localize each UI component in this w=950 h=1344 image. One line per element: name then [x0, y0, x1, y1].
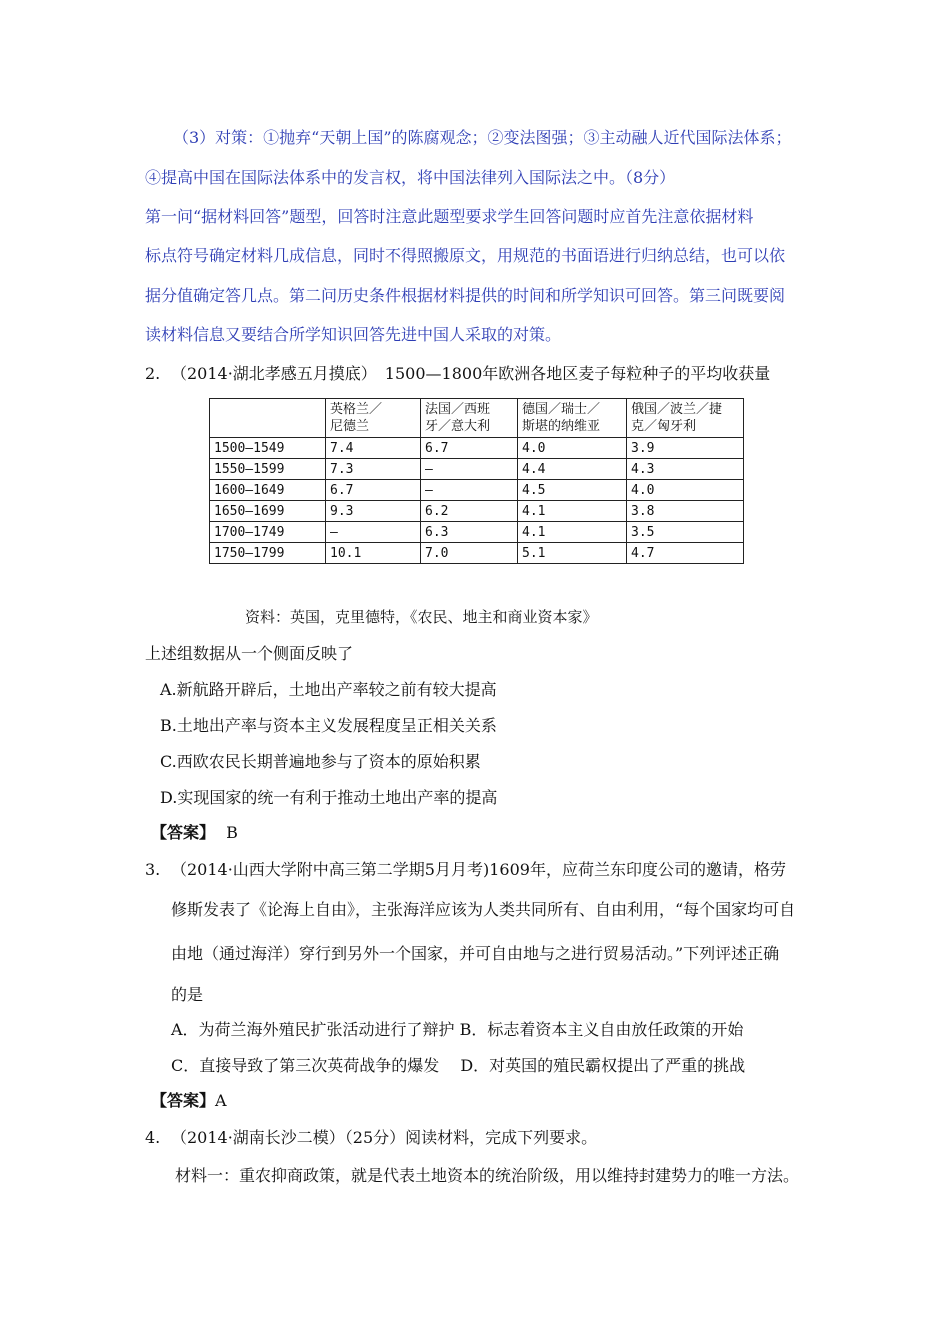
value-cell: 4.4 [518, 459, 627, 480]
question-4-stem: （2014·湖南长沙二模）（25分）阅读材料，完成下列要求。 [171, 1128, 598, 1147]
option-a: A.新航路开辟后，土地出产率较之前有较大提高 [160, 680, 497, 699]
header-cell-england: 英格兰／ 尼德兰 [326, 399, 421, 438]
question-3-line-4: 的是 [171, 985, 204, 1004]
analysis-line-4: 读材料信息又要结合所学知识回答先进中国人采取的对策。 [145, 325, 562, 344]
answer-label: 【答案】 [151, 823, 216, 842]
value-cell: 4.0 [627, 480, 744, 501]
value-cell: 6.3 [421, 522, 518, 543]
value-cell: 5.1 [518, 543, 627, 564]
answer-value: B [226, 823, 238, 842]
header-cell-germany: 德国／瑞士／ 斯堪的纳维亚 [518, 399, 627, 438]
value-cell: 4.0 [518, 438, 627, 459]
table-row [210, 501, 744, 522]
table-row [210, 543, 744, 564]
option-c: C.西欧农民长期普遍地参与了资本的原始积累 [160, 752, 481, 771]
value-cell: 4.1 [518, 501, 627, 522]
period-cell: 1650—1699 [210, 501, 326, 522]
answer-3 [151, 1091, 227, 1111]
question-3-number: 3. [145, 860, 161, 879]
question-4-material-1: 材料一：重农抑商政策，就是代表土地资本的统治阶级，用以维持封建势力的唯一方法。 [175, 1166, 800, 1185]
table-row [210, 522, 744, 543]
question-3-line-3: 由地（通过海洋）穿行到另外一个国家，并可自由地与之进行贸易活动。”下列评述正确 [171, 944, 780, 963]
value-cell: 4.3 [627, 459, 744, 480]
answer-label: 【答案】 [151, 1091, 216, 1110]
period-cell: 1550—1599 [210, 459, 326, 480]
value-cell: 9.3 [326, 501, 421, 522]
table-row [210, 480, 744, 501]
value-cell: 4.1 [518, 522, 627, 543]
value-cell: — [421, 480, 518, 501]
table-row [210, 459, 744, 480]
value-cell: 3.5 [627, 522, 744, 543]
answer-value: A [215, 1091, 227, 1110]
value-cell: — [326, 522, 421, 543]
question-3-line-2: 修斯发表了《论海上自由》，主张海洋应该为人类共同所有、自由利用，“每个国家均可自 [171, 900, 796, 919]
header-cell-period [210, 399, 326, 438]
period-cell: 1700—1749 [210, 522, 326, 543]
value-cell: 7.3 [326, 459, 421, 480]
analysis-line-1: 第一问“据材料回答”题型，回答时注意此题型要求学生回答问题时应首先注意依据材料 [145, 207, 754, 226]
value-cell: 3.8 [627, 501, 744, 522]
period-cell: 1500—1549 [210, 438, 326, 459]
table-source: 资料：英国，克里德特，《农民、地主和商业资本家》 [245, 608, 598, 626]
answer-2 [151, 823, 238, 843]
header-cell-france: 法国／西班 牙／意大利 [421, 399, 518, 438]
question-4-number: 4. [145, 1128, 161, 1147]
option-b: B.土地出产率与资本主义发展程度呈正相关关系 [160, 716, 497, 735]
value-cell: 6.7 [421, 438, 518, 459]
analysis-line-3: 据分值确定答几点。第二问历史条件根据材料提供的时间和所学知识可回答。第三问既要阅 [145, 286, 786, 305]
value-cell: 4.7 [627, 543, 744, 564]
header-cell-russia: 俄国／波兰／捷 克／匈牙利 [627, 399, 744, 438]
question-3-line-1: （2014·山西大学附中高三第二学期5月月考)1609年，应荷兰东印度公司的邀请，格劳 [171, 860, 786, 879]
option-d: D.实现国家的统一有利于推动土地出产率的提高 [160, 788, 498, 807]
question-2-number: 2. [145, 364, 161, 383]
question-2-stem: （2014·湖北孝感五月摸底） 1500—1800年欧洲各地区麦子每粒种子的平均收获量 [171, 364, 771, 383]
question-3-options-ab: A．为荷兰海外殖民扩张活动进行了辩护 B．标志着资本主义自由放任政策的开始 [171, 1020, 744, 1039]
table-row [210, 438, 744, 459]
period-cell: 1750—1799 [210, 543, 326, 564]
value-cell: 4.5 [518, 480, 627, 501]
value-cell: 7.0 [421, 543, 518, 564]
question-2-prompt: 上述组数据从一个侧面反映了 [145, 644, 354, 663]
question-3-options-cd: C．直接导致了第三次英荷战争的爆发 D．对英国的殖民霸权提出了严重的挑战 [171, 1056, 746, 1075]
answer-part3-line1: （3）对策：①抛弃“天朝上国”的陈腐观念；②变法图强；③主动融人近代国际法体系； [173, 128, 792, 147]
period-cell: 1600—1649 [210, 480, 326, 501]
table-header-row [210, 399, 744, 438]
yield-table [209, 398, 744, 564]
value-cell: — [421, 459, 518, 480]
answer-part3-line2: ④提高中国在国际法体系中的发言权，将中国法律列入国际法之中。（8分） [145, 168, 676, 187]
value-cell: 6.7 [326, 480, 421, 501]
analysis-line-2: 标点符号确定材料几成信息，同时不得照搬原文，用规范的书面语进行归纳总结，也可以依 [145, 246, 786, 265]
value-cell: 7.4 [326, 438, 421, 459]
value-cell: 10.1 [326, 543, 421, 564]
value-cell: 3.9 [627, 438, 744, 459]
value-cell: 6.2 [421, 501, 518, 522]
